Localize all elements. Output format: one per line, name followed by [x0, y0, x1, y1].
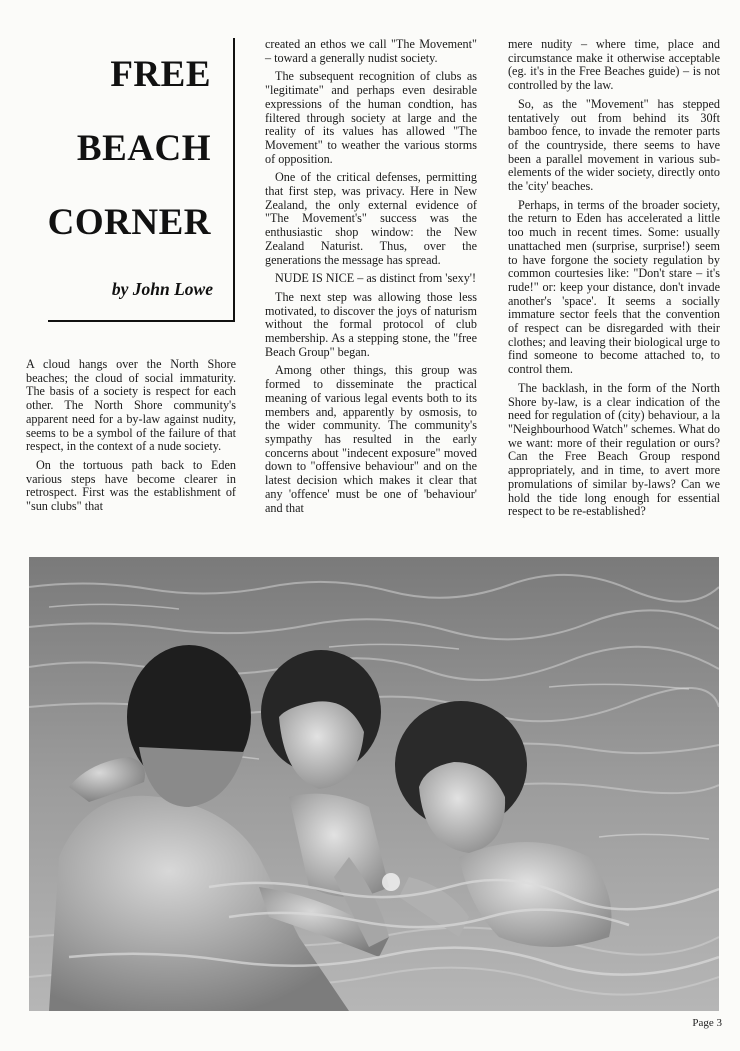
- title-box: [48, 38, 235, 322]
- article-column-1: [26, 358, 236, 519]
- paragraph: created an ethos we call "The Movement" – toward a generally nudist society.: [265, 37, 477, 65]
- paragraph: mere nudity – where time, place and circumstance make it otherwise acceptable (eg. it's in the Free Beaches guide) – is not controlled by the law.: [508, 37, 720, 93]
- paragraph: Among other things, this group was formed to disseminate the practical meaning of various legal events both to its members and, apparently by osmosis, to the wider community. The community's sympathy has resulted in the early concerns about "indecent exposure" moved down to "offensive behaviour" and on the latest decision which makes it clear that any 'offence' must be one of 'behaviour' and that: [265, 363, 477, 515]
- article-column-3: [508, 38, 720, 524]
- paragraph: The subsequent recognition of clubs as "legitimate" and perhaps even desirable expressions of the human condtion, has filtered through society at large and the reality of its values has allowed "The Movement" to weather the various storms of opposition.: [265, 69, 477, 166]
- headline-free: FREE: [110, 54, 211, 95]
- paragraph: The next step was allowing those less motivated, to discover the joys of naturism without the formal protocol of club membership. As a stepping stone, the "free Beach Group" began.: [265, 289, 477, 359]
- article-column-2: [265, 38, 477, 520]
- paragraph: One of the critical defenses, permitting that first step, was privacy. Here in New Zealand, the only external evidence of "The Movement's" success was the enthusiastic shop window: the New Zealand Naturist. Thus, over the generations the message has spread.: [265, 170, 477, 267]
- byline: by John Lowe: [111, 279, 213, 299]
- paragraph: So, as the "Movement" has stepped tentatively out from behind its 30ft bamboo fence, to invade the remoter parts of the countryside, there seems to have been a parallel movement in various sub-elements of the wider society, directly onto the 'city' beaches.: [508, 96, 720, 194]
- page-number: Page 3: [692, 1017, 722, 1029]
- paragraph: Perhaps, in terms of the broader society, the return to Eden has accelerated a little too much in recent times. Some: usually unattached men (surprise, surprise!) seem to have forgone the society regulation by common courtesies like: "Don't stare – it's rude!" or: keep your distance, don't invade another's 'space'. It seems a socially immature sector feels that the convention of respect can be disregarded with their clothes; and leaving their biological urge to find someone to become attached to, to control them.: [508, 197, 720, 377]
- paragraph: A cloud hangs over the North Shore beaches; the cloud of social immaturity. The basis of a society is respect for each other. The North Shore community's apparent need for a by-law against nudity, seems to be a symbol of the failure of that respect, in the context of a nude society.: [26, 357, 236, 454]
- headline-beach: BEACH: [76, 128, 211, 169]
- headline-corner: CORNER: [47, 202, 211, 243]
- paragraph: NUDE IS NICE – as distinct from 'sexy'!: [275, 271, 477, 286]
- paragraph: On the tortuous path back to Eden various steps have become clearer in retrospect. First was the establishment of "sun clubs" that: [26, 457, 236, 514]
- paragraph: The backlash, in the form of the North Shore by-law, is a clear indication of the need for regulation of (city) behaviour, a la "Neighbourhood Watch" schemes. What do we want: more of their regulation or ours? Can the Free Beach Group respond appropriately, and in time, to avert more promulations of similar by-laws? Can we hold the tide long enough for essential respect to be re-established?: [508, 380, 720, 519]
- article-photo: [29, 557, 719, 1011]
